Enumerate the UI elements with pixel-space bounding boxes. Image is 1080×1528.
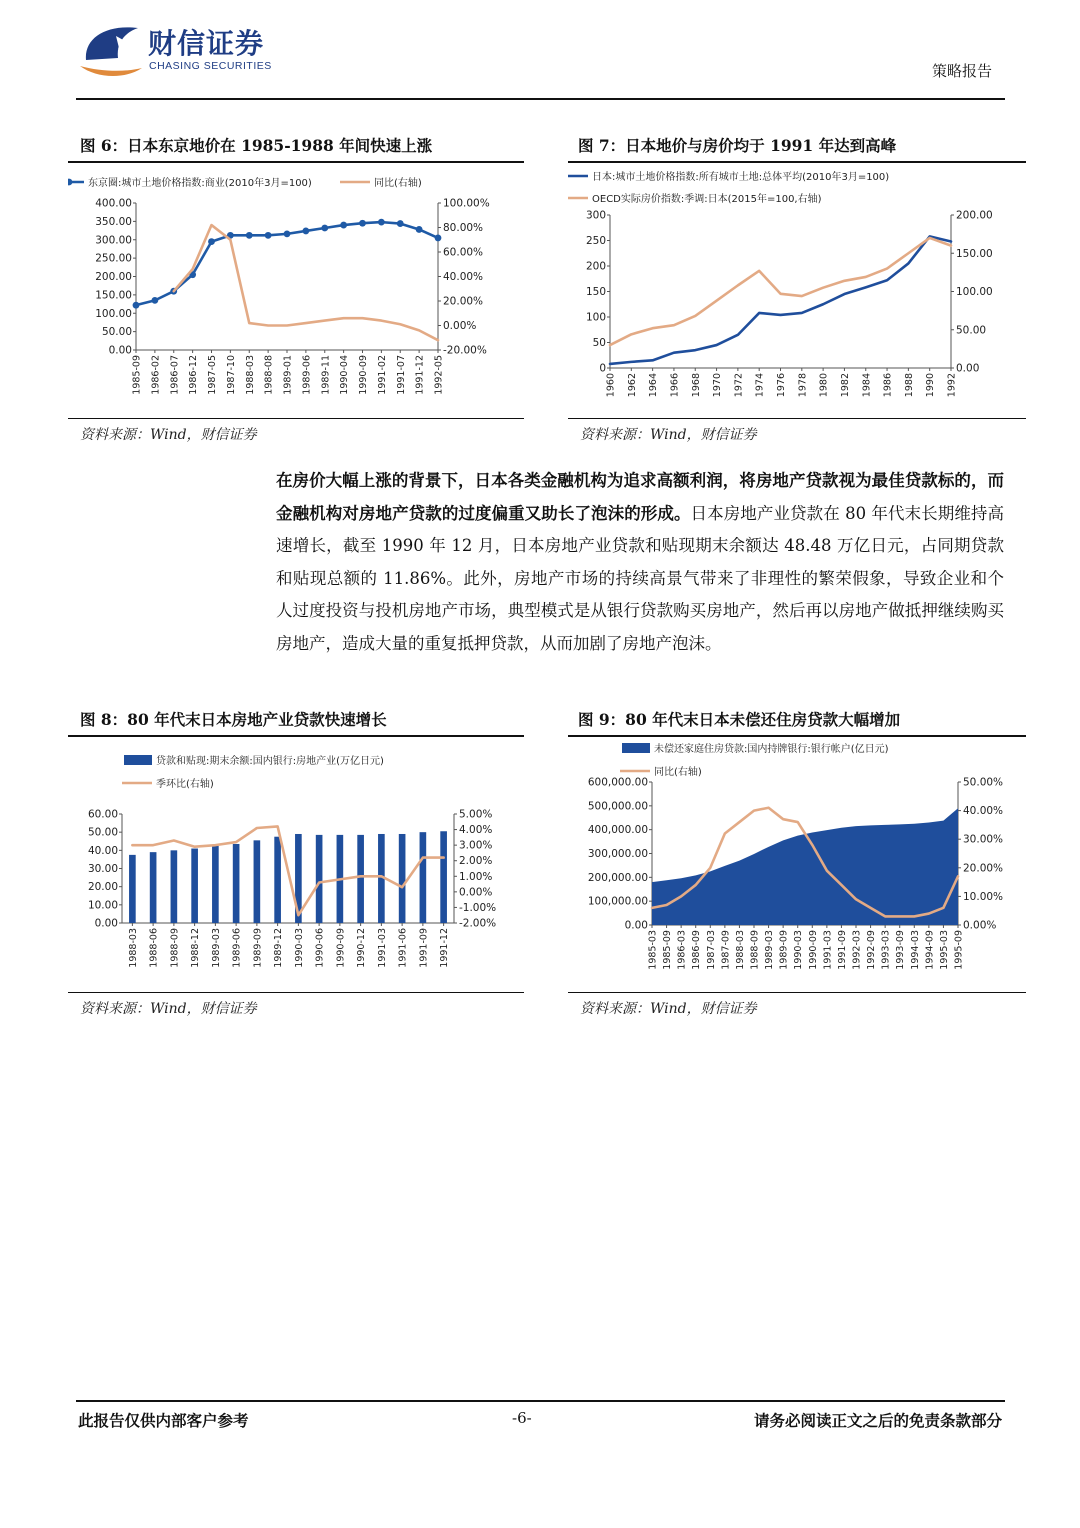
left-tick-label: 0.00 [94,917,118,930]
right-tick-label: -20.00% [443,344,487,357]
x-tick-label: 1989-01 [282,355,294,395]
x-tick-label: 1985-09 [662,930,674,970]
figure-7-chart [568,163,1026,418]
legend-swatch [124,755,152,765]
right-tick-label: 100.00% [443,197,490,210]
data-point [359,220,366,227]
body-paragraph-bold: 在房价大幅上涨的背景下，日本各类金融机构为追求高额利润，将房地产贷款视为最佳贷款标的，而金融机构对房地产贷款的过度偏重又助长了泡沫的形成。 [276,471,1004,523]
left-tick-label: 200.00 [95,271,132,283]
figure-6-chart [68,163,524,418]
data-point [265,232,272,239]
x-tick-label: 1990-09 [807,930,819,970]
left-tick-label: 200 [585,260,606,273]
right-tick-label: 200.00 [956,209,993,222]
x-tick-label: 1995-09 [953,930,965,970]
left-tick-label: 300,000.00 [587,848,648,860]
body-paragraph-text: 日本房地产业贷款在 80 年代末长期维持高速增长，截至 1990 年 12 月，日本房地产业贷款和贴现期末余额达 48.48 万亿日元，占同期贷款和贴现总额的 11.86%。此外，房地产市场的持续高景气带来了非理性的繁荣假象，导致企业和个人过度投资与投机房地产市场，典型模式是从银行贷款购买房地产，然后再以房地产做抵押继续购买房地产，造成大量的重复抵押贷款，从而加剧了房地产泡沫。 [276,503,1004,653]
x-tick-label: 1986-09 [691,930,703,970]
x-tick-label: 1988-09 [749,930,761,970]
left-tick-label: 300 [585,209,606,222]
brand-name-cn: 财信证券 [148,27,265,60]
x-tick-label: 1989-11 [320,355,332,395]
right-tick-label: 0.00% [459,886,493,899]
x-tick-label: 1960 [605,373,617,398]
x-tick-label: 1994-09 [924,930,936,970]
x-tick-label: 1988-03 [244,355,256,395]
data-point [435,235,442,242]
x-tick-label: 1974 [754,373,766,398]
data-point [284,230,291,237]
x-tick-label: 1986-07 [169,355,181,395]
x-tick-label: 1982 [839,373,851,398]
x-tick-label: 1990-12 [356,928,368,968]
x-tick-label: 1980 [818,373,830,398]
x-tick-label: 1992-09 [866,930,878,970]
x-tick-label: 1990-09 [335,928,347,968]
x-tick-label: 1991-03 [376,928,388,968]
data-point [397,220,404,227]
series-line [132,826,443,915]
figure-8-source: 资料来源：Wind，财信证券 [80,1001,257,1017]
x-tick-label: 1990-06 [314,928,326,968]
left-tick-label: 50.00 [87,826,118,839]
right-tick-label: 60.00% [443,246,484,259]
right-tick-label: 80.00% [443,222,484,234]
x-tick-label: 1989-06 [301,355,313,395]
left-tick-label: 0 [599,362,606,375]
left-tick-label: 250 [585,235,606,247]
x-tick-label: 1991-02 [376,355,388,395]
figure-8-title: 图 8：80 年代末日本房地产业贷款快速增长 [80,710,387,729]
x-tick-label: 1991-07 [395,355,407,395]
right-tick-label: 20.00% [443,295,484,308]
body-paragraph [276,465,1004,660]
figure-9-chart [568,737,1026,992]
x-tick-label: 1968 [690,373,702,398]
x-tick-label: 1989-03 [764,930,776,970]
left-tick-label: 250.00 [95,252,132,265]
x-tick-label: 1994-03 [909,930,921,970]
right-tick-label: 40.00% [443,271,484,283]
right-tick-label: 2.00% [459,855,493,868]
data-point [340,222,347,229]
x-tick-label: 1993-09 [895,930,907,970]
bar [357,835,364,923]
right-tick-label: 30.00% [963,833,1004,846]
data-point [246,232,253,239]
bar [191,849,198,923]
x-tick-label: 1989-12 [273,928,285,968]
bar [150,852,157,923]
bar [440,831,447,923]
left-tick-label: 100.00 [95,307,132,320]
x-tick-label: 1993-03 [880,930,892,970]
x-tick-label: 1986-03 [676,930,688,970]
legend-label: 同比(右轴) [654,767,702,778]
x-tick-label: 1986 [882,373,894,398]
bar [399,834,406,923]
data-point [208,238,215,245]
data-point [151,297,158,304]
right-tick-label: 100.00 [956,286,993,298]
x-tick-label: 1991-06 [397,928,409,968]
x-tick-label: 1988-09 [169,928,181,968]
bar [212,846,219,923]
right-tick-label: 50.00 [956,324,987,337]
left-tick-label: 150.00 [95,289,132,302]
bar [129,855,136,923]
left-tick-label: 600,000.00 [587,776,648,789]
x-tick-label: 1989-09 [778,930,790,970]
x-tick-label: 1987-09 [720,930,732,970]
right-tick-label: 50.00% [963,776,1004,789]
right-tick-label: 4.00% [459,824,493,837]
right-tick-label: -2.00% [459,917,497,930]
x-tick-label: 1972 [733,373,745,398]
x-tick-label: 1990-04 [339,355,351,395]
left-tick-label: 20.00 [87,881,118,894]
area-fill [652,808,958,925]
x-tick-label: 1987-03 [705,930,717,970]
x-tick-label: 1990-09 [358,355,369,395]
x-tick-label: 1990 [925,373,937,398]
left-tick-label: 400.00 [95,197,132,210]
x-tick-label: 1991-12 [439,928,451,968]
right-tick-label: 150.00 [956,247,993,260]
x-tick-label: 1990-03 [793,930,805,970]
x-tick-label: 1989-06 [231,928,243,968]
figure-6-bottom-rule [68,418,524,419]
figure-6-source: 资料来源：Wind，财信证券 [80,427,257,443]
left-tick-label: 0.00 [624,919,648,932]
page-number: -6- [512,1409,532,1427]
x-tick-label: 1976 [776,373,787,398]
series-line [610,236,951,363]
x-tick-label: 1984 [861,373,873,398]
footer-disclaimer-left: 此报告仅供内部客户参考 [78,1411,249,1430]
x-tick-label: 1992 [946,373,958,398]
x-tick-label: 1978 [797,373,809,398]
bar [171,850,178,923]
legend-label: 未偿还家庭住房贷款:国内持牌银行:银行帐户(亿日元) [654,744,889,755]
legend-label: 同比(右轴) [374,178,422,189]
figure-9-bottom-rule [568,992,1026,993]
figure-9-title: 图 9：80 年代末日本未偿还住房贷款大幅增加 [578,710,901,729]
bar [254,840,261,923]
legend-label: 贷款和贴现:期末余额:国内银行:房地产业(万亿日元) [156,756,384,767]
left-tick-label: 10.00 [87,899,118,912]
data-point [416,226,423,233]
x-tick-label: 1985-09 [131,355,143,395]
footer-disclaimer-right: 请务必阅读正文之后的免责条款部分 [753,1411,1002,1430]
left-tick-label: 350.00 [95,215,132,228]
x-tick-label: 1988 [903,373,915,398]
series-line [610,238,951,345]
x-tick-label: 1964 [648,373,660,398]
x-tick-label: 1991-12 [414,355,426,395]
header-rule [76,98,1005,100]
data-point [133,302,140,309]
x-tick-label: 1990-03 [293,928,305,968]
left-tick-label: 50 [592,337,606,349]
right-tick-label: 5.00% [459,808,493,821]
x-tick-label: 1966 [669,373,681,398]
legend-swatch [622,743,650,753]
right-tick-label: 0.00 [956,362,980,375]
x-tick-label: 1988-03 [734,930,746,970]
right-tick-label: 0.00% [963,919,997,932]
legend-label: 日本:城市土地价格指数:所有城市土地:总体平均(2010年3月=100) [592,172,890,183]
data-point [378,219,385,226]
legend-marker [68,179,72,186]
x-tick-label: 1991-09 [836,930,848,970]
legend-label: 季环比(右轴) [156,779,214,790]
x-tick-label: 1988-08 [263,355,275,395]
x-tick-label: 1987-05 [207,355,218,395]
x-tick-label: 1988-03 [127,928,139,968]
left-tick-label: 30.00 [87,863,118,875]
brand-name-en: CHASING SECURITIES [149,60,272,72]
bar [274,837,281,923]
right-tick-label: 20.00% [963,862,1004,875]
left-tick-label: 100,000.00 [587,895,648,908]
left-tick-label: 150 [585,286,606,298]
left-tick-label: 0.00 [108,344,132,357]
x-tick-label: 1985-03 [647,930,659,970]
x-tick-label: 1995-03 [938,930,950,970]
bar [420,832,427,923]
figure-6-title: 图 6：日本东京地价在 1985-1988 年间快速上涨 [80,136,433,155]
figure-9-source: 资料来源：Wind，财信证券 [580,1001,757,1017]
x-tick-label: 1989-09 [252,928,264,968]
figure-7-source: 资料来源：Wind，财信证券 [580,427,757,443]
right-tick-label: 1.00% [459,870,493,883]
figure-8-chart [68,737,524,992]
left-tick-label: 200,000.00 [587,871,648,884]
data-point [321,225,328,232]
x-tick-label: 1992-05 [433,355,445,395]
right-tick-label: -1.00% [459,901,497,914]
left-tick-label: 40.00 [87,844,118,857]
right-tick-label: 10.00% [963,890,1004,903]
figure-7-bottom-rule [568,418,1026,419]
x-tick-label: 1991-09 [418,928,430,968]
footer-rule [76,1400,1005,1402]
left-tick-label: 60.00 [87,808,118,821]
legend-label: 东京圈:城市土地价格指数:商业(2010年3月=100) [88,178,312,189]
left-tick-label: 300.00 [95,234,132,247]
bar [316,835,323,923]
x-tick-label: 1991-03 [822,930,834,970]
x-tick-label: 1970 [712,373,724,398]
x-tick-label: 1986-02 [150,355,162,395]
figure-7-title: 图 7：日本地价与房价均于 1991 年达到高峰 [578,136,897,155]
x-tick-label: 1986-12 [188,355,200,395]
bar [233,844,240,923]
x-tick-label: 1988-12 [190,928,202,968]
x-tick-label: 1988-06 [148,928,160,968]
x-tick-label: 1962 [626,373,638,398]
x-tick-label: 1989-03 [210,928,222,968]
left-tick-label: 500,000.00 [587,800,648,813]
right-tick-label: 0.00% [443,320,477,332]
left-tick-label: 400,000.00 [587,824,648,837]
right-tick-label: 40.00% [963,805,1004,818]
x-tick-label: 1987-10 [225,355,237,395]
x-tick-label: 1992-03 [851,930,863,970]
report-type: 策略报告 [931,62,992,80]
legend-label: OECD实际房价指数:季调:日本(2015年=100,右轴) [592,194,822,205]
data-point [302,228,309,235]
figure-8-bottom-rule [68,992,524,993]
right-tick-label: 3.00% [459,839,493,852]
left-tick-label: 100 [585,311,606,324]
left-tick-label: 50.00 [101,326,132,339]
